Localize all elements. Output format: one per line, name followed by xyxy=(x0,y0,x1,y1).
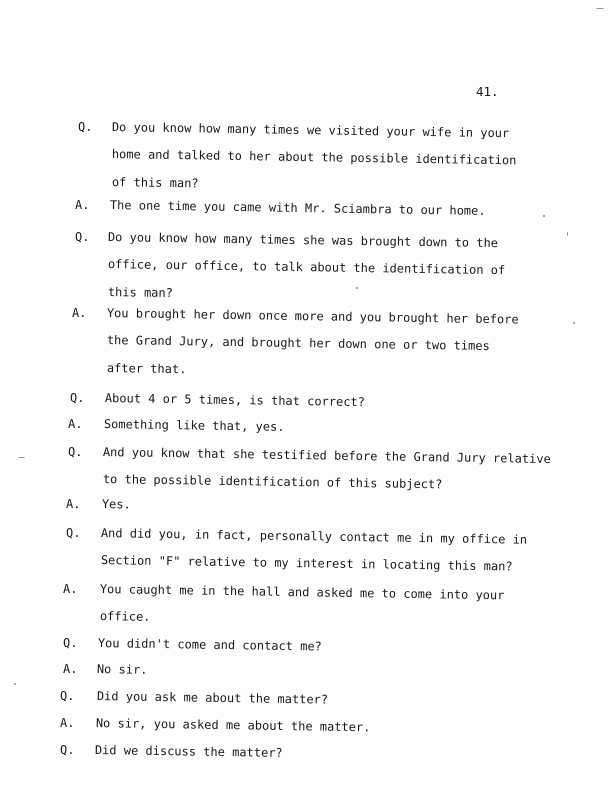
answer-text-line: You brought her down once more and you brought her before xyxy=(106,306,519,327)
question-text-line: Did you ask me about the matter? xyxy=(96,689,329,707)
question-text-line: Section "F" relative to my interest in locating this man? xyxy=(100,553,513,574)
answer-label: A. xyxy=(63,662,78,676)
scan-speck xyxy=(14,683,16,685)
question-text-line: office, our office, to talk about the identification of xyxy=(107,257,506,278)
answer-label: A. xyxy=(66,497,81,511)
question-text-line: home and talked to her about the possible identification xyxy=(111,147,517,168)
answer-label: A. xyxy=(68,417,83,431)
question-label: Q. xyxy=(78,120,93,134)
answer-label: A. xyxy=(72,306,87,320)
answer-label: A. xyxy=(75,198,90,212)
answer-text-line: Yes. xyxy=(101,497,131,512)
question-text-line: Did we discuss the matter? xyxy=(94,743,283,760)
question-text-line: this man? xyxy=(107,284,174,300)
answer-text-line: office. xyxy=(99,609,151,625)
question-text-line: of this man? xyxy=(111,174,199,190)
question-text-line: And you know that she testified before the Grand Jury relative xyxy=(102,445,551,467)
question-text-line: Do you know how many times we visited your wife in your xyxy=(111,120,510,141)
question-label: Q. xyxy=(66,526,81,540)
answer-text-line: No sir. xyxy=(96,662,148,677)
answer-text-line: The one time you came with Mr. Sciambra to our home. xyxy=(109,198,486,218)
answer-label: A. xyxy=(60,716,75,730)
answer-text-line: after that. xyxy=(106,360,187,376)
answer-text-line: the Grand Jury, and brought her down one or two times xyxy=(106,333,490,354)
scan-speck xyxy=(596,8,604,9)
question-label: Q. xyxy=(60,743,75,757)
question-label: Q. xyxy=(63,636,78,650)
question-text-line: And did you, in fact, personally contact me in my office in xyxy=(100,526,528,547)
scan-speck xyxy=(18,457,25,458)
question-label: Q. xyxy=(70,391,85,405)
page-number: 41. xyxy=(476,84,499,99)
scan-speck xyxy=(573,322,575,324)
scan-speck xyxy=(567,232,568,236)
answer-label: A. xyxy=(63,582,78,596)
scan-speck xyxy=(543,215,545,217)
question-label: Q. xyxy=(68,445,83,459)
answer-text-line: Something like that, yes. xyxy=(103,417,285,434)
question-text-line: You didn't come and contact me? xyxy=(97,636,322,654)
question-text-line: to the possible identification of this subject? xyxy=(102,472,443,492)
answer-text-line: You caught me in the hall and asked me to come into your xyxy=(99,582,505,603)
question-text-line: Do you know how many times she was brought down to the xyxy=(107,230,499,251)
scan-speck xyxy=(356,287,358,289)
question-label: Q. xyxy=(60,689,75,703)
question-label: Q. xyxy=(75,230,90,244)
answer-text-line: No sir, you asked me about the matter. xyxy=(95,716,371,735)
question-text-line: About 4 or 5 times, is that correct? xyxy=(104,391,366,410)
